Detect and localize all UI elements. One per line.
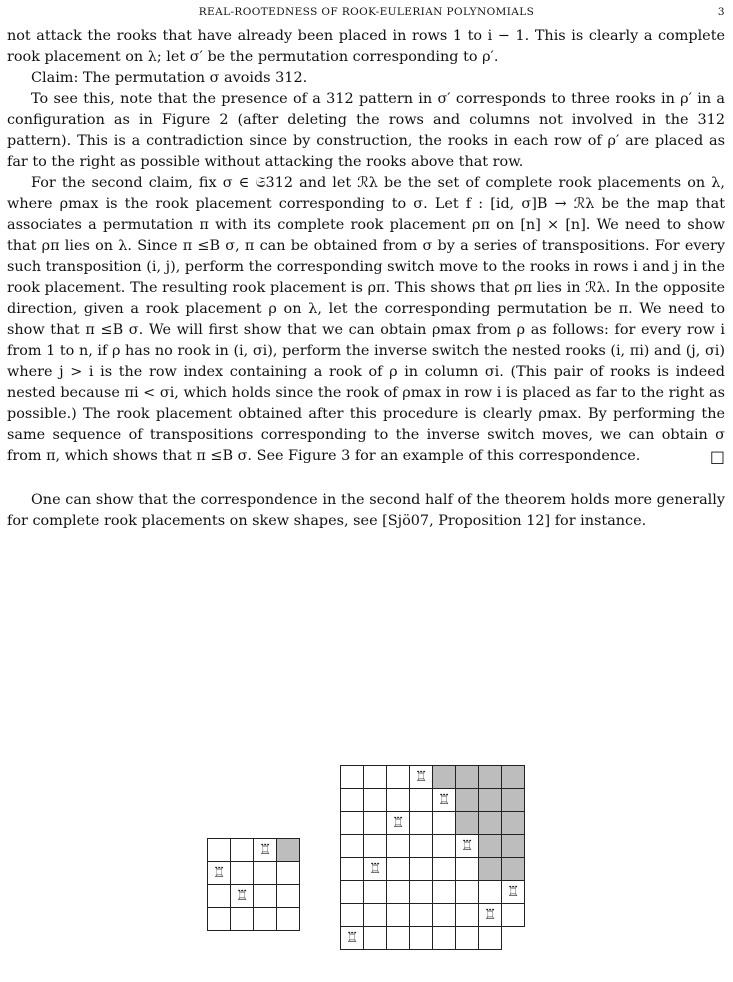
rook-icon: ♖ (387, 812, 410, 835)
shaded-cell (502, 812, 525, 835)
board-cell (364, 812, 387, 835)
board-cell (410, 904, 433, 927)
board-cell (410, 927, 433, 950)
board-cell (433, 881, 456, 904)
board-cell (387, 858, 410, 881)
shaded-cell (456, 766, 479, 789)
qed-symbol: □ (709, 447, 725, 466)
shaded-cell (433, 766, 456, 789)
board-row (341, 789, 525, 812)
rook-icon: ♖ (341, 927, 364, 950)
rook-icon: ♖ (456, 835, 479, 858)
rook-icon: ♖ (433, 789, 456, 812)
board-row (341, 881, 525, 904)
board-row (208, 862, 300, 885)
shaded-cell (456, 812, 479, 835)
board-cell (364, 881, 387, 904)
board-cell (479, 881, 502, 904)
board-cell (387, 789, 410, 812)
shaded-cell (277, 839, 300, 862)
rook-icon: ♖ (364, 858, 387, 881)
board-cell (208, 908, 231, 931)
rook-icon: ♖ (479, 904, 502, 927)
paragraph-second-claim (7, 173, 725, 467)
board-cell (364, 904, 387, 927)
running-header (0, 6, 733, 22)
shaded-cell (479, 766, 502, 789)
board-cell (433, 927, 456, 950)
board-cell (254, 885, 277, 908)
board-cell (410, 858, 433, 881)
board-cell (387, 766, 410, 789)
board-cell (341, 858, 364, 881)
rook-board-large (340, 765, 525, 950)
running-title: REAL-ROOTEDNESS OF ROOK-EULERIAN POLYNOMIALS (198, 6, 535, 18)
figure-left-board (207, 838, 300, 931)
paragraph-claim: Claim: The permutation σ avoids 312. (31, 70, 308, 86)
board-cell (364, 927, 387, 950)
body-text (7, 26, 725, 532)
board-cell (410, 835, 433, 858)
board-cell (341, 766, 364, 789)
paragraph-claim-proof: To see this, note that the presence of a 312 pattern in σ′ corresponds to three rooks in ρ′ in a configuration as in Figure 2 (after deleting the rows and columns not involved in the 312 pattern). This is a contradiction since by construction, the rooks in each row of ρ′ are placed as far to the right as possible without attacking the rooks above that row. (7, 91, 725, 170)
board-cell (277, 908, 300, 931)
board-cell (341, 812, 364, 835)
board-cell (208, 885, 231, 908)
board-row (208, 885, 300, 908)
rook-icon: ♖ (502, 881, 525, 904)
board-row (341, 904, 525, 927)
board-cell (254, 862, 277, 885)
board-cell (277, 862, 300, 885)
board-cell (456, 881, 479, 904)
board-row (208, 908, 300, 931)
shaded-cell (502, 835, 525, 858)
board-row (341, 835, 525, 858)
rook-icon: ♖ (254, 839, 277, 862)
board-cell (341, 789, 364, 812)
board-cell (433, 812, 456, 835)
board-cell (387, 881, 410, 904)
board-cell (479, 927, 502, 950)
shaded-cell (502, 766, 525, 789)
board-cell (387, 904, 410, 927)
rook-icon: ♖ (231, 885, 254, 908)
board-row (341, 927, 525, 950)
board-cell (456, 927, 479, 950)
board-cell (433, 858, 456, 881)
board-cell (387, 835, 410, 858)
board-cell (433, 904, 456, 927)
rook-icon: ♖ (208, 862, 231, 885)
shaded-cell (479, 789, 502, 812)
board-cell (456, 858, 479, 881)
board-row (208, 839, 300, 862)
shaded-cell (502, 789, 525, 812)
board-row (341, 858, 525, 881)
page-number: 3 (717, 6, 725, 18)
board-cell (231, 862, 254, 885)
board-cell (341, 835, 364, 858)
shaded-cell (479, 812, 502, 835)
board-cell (410, 881, 433, 904)
board-cell (231, 839, 254, 862)
board-cell (456, 904, 479, 927)
rook-icon: ♖ (410, 766, 433, 789)
figure-right-board (340, 765, 525, 950)
board-row (341, 766, 525, 789)
board-cell (410, 812, 433, 835)
rook-board-small (207, 838, 300, 931)
board-cell (254, 908, 277, 931)
paragraph-second-claim-text: For the second claim, fix σ ∈ 𝔖312 and let ℛλ be the set of complete rook placements on λ, where ρmax is the rook placement corresponding to σ. Let f : [id, σ]B → ℛλ be the map that associates a permutation π with its complete rook placement ρπ on [n] × [n]. We need to show that ρπ lies on λ. Since π ≤B σ, π can be obtained from σ by a series of transpositions. For every such transposition (i, j), perform the corresponding switch move to the rooks in rows i and j in the rook placement. The resulting rook placement is ρπ. This shows that ρπ lies in ℛλ. In the opposite direction, given a rook placement ρ on λ, let the corresponding permutation be π. We need to show that π ≤B σ. We will first show that we can obtain ρmax from ρ as follows: for every row i from 1 to n, if ρ has no rook in (i, σi), perform the inverse switch the nested rooks (i, πi) and (j, σi) where j > i is the row index containing a rook of ρ in column σi. (This pair of rooks is indeed nested because πi < σi, which holds since the rook of ρmax in row i is placed as far to the right as possible.) The rook placement obtained after this procedure is clearly ρmax. By performing the same sequence of transpositions corresponding to the inverse switch moves, we can obtain σ from π, which shows that π ≤B σ. See Figure 3 for an example of this correspondence. (7, 175, 725, 464)
paragraph-continuation: not attack the rooks that have already been placed in rows 1 to i − 1. This is clearly a complete rook placement on λ; let σ′ be the permutation corresponding to ρ′. (7, 28, 725, 65)
board-cell (208, 839, 231, 862)
board-cell (387, 927, 410, 950)
shaded-cell (456, 789, 479, 812)
shaded-cell (502, 858, 525, 881)
shaded-cell (479, 858, 502, 881)
shaded-cell (479, 835, 502, 858)
board-cell (502, 904, 525, 927)
board-cell (341, 904, 364, 927)
board-cell (341, 881, 364, 904)
empty-corner (502, 927, 525, 950)
board-cell (277, 885, 300, 908)
board-row (341, 812, 525, 835)
board-cell (433, 835, 456, 858)
board-cell (364, 766, 387, 789)
board-cell (364, 789, 387, 812)
board-cell (364, 835, 387, 858)
board-cell (410, 789, 433, 812)
paragraph-remark: One can show that the correspondence in the second half of the theorem holds more generally for complete rook placements on skew shapes, see [Sjö07, Proposition 12] for instance. (7, 492, 725, 529)
board-cell (231, 908, 254, 931)
